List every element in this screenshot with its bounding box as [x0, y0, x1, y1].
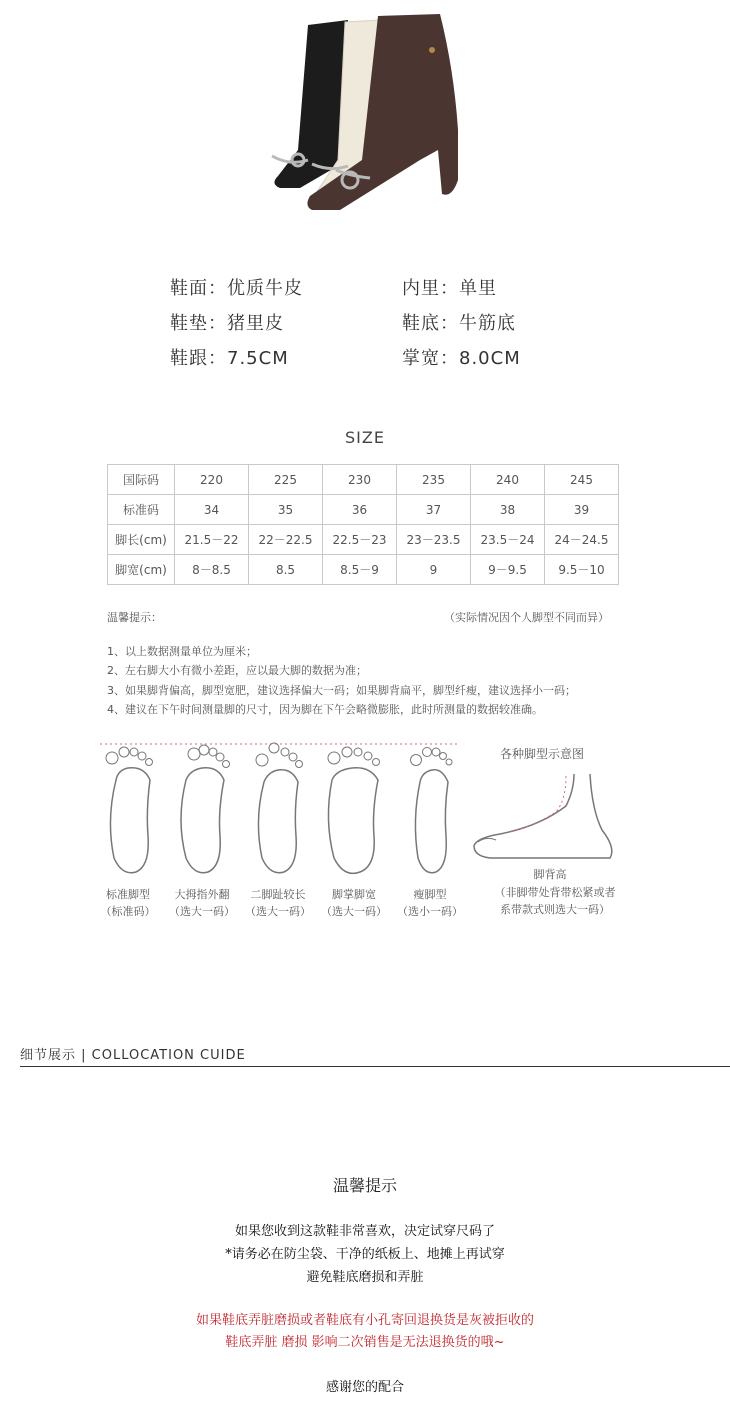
row-header: 脚宽(cm) [108, 555, 175, 585]
table-cell: 22.5－23 [323, 525, 397, 555]
table-row [108, 495, 619, 525]
tips-label: 温馨提示： [107, 611, 162, 624]
table-row [108, 555, 619, 585]
foot-caption-wide: 脚掌脚宽 （选大一码） [321, 888, 387, 918]
foot-standard-icon [98, 740, 158, 880]
notice-warning: 鞋底弄脏 磨损 影响二次销售是无法退换货的哦~ [225, 1335, 505, 1350]
foot-long-second-toe-icon [248, 740, 308, 880]
table-cell: 220 [175, 465, 249, 495]
tip-item: 3、如果脚背偏高，脚型宽肥，建议选择偏大一码；如果脚背扁平，脚型纤瘦，建议选择小一码； [107, 684, 576, 697]
table-row [108, 465, 619, 495]
notice-line: 避免鞋底磨损和弄脏 [306, 1270, 424, 1285]
table-cell: 225 [249, 465, 323, 495]
instep-advice: （非脚带处背带松紧或者 系带款式则选大一码） [494, 886, 616, 916]
table-cell: 38 [471, 495, 545, 525]
product-image [230, 10, 470, 220]
notice-line: *请务必在防尘袋、干净的纸板上、地摊上再试穿 [225, 1247, 505, 1262]
spec-insole: 鞋垫：猪里皮 [170, 313, 284, 334]
notice-thanks: 感谢您的配合 [325, 1380, 404, 1395]
table-cell: 8.5－9 [323, 555, 397, 585]
spec-heel: 鞋跟：7.5CM [170, 348, 289, 369]
table-cell: 245 [545, 465, 619, 495]
table-cell: 9－9.5 [471, 555, 545, 585]
row-header: 脚长(cm) [108, 525, 175, 555]
foot-caption-standard: 标准脚型 （标准码） [100, 888, 156, 918]
instep-diagram-icon [470, 770, 625, 865]
size-title: SIZE [345, 428, 385, 447]
section-divider [20, 1066, 730, 1067]
row-header: 标准码 [108, 495, 175, 525]
table-cell: 9.5－10 [545, 555, 619, 585]
foot-slim-icon [400, 740, 460, 880]
foot-bunion-icon [172, 740, 232, 880]
table-cell: 36 [323, 495, 397, 525]
table-cell: 8.5 [249, 555, 323, 585]
foot-caption-long-toe: 二脚趾较长 （选大一码） [245, 888, 311, 918]
row-header: 国际码 [108, 465, 175, 495]
zipper-pull [429, 47, 435, 53]
table-cell: 240 [471, 465, 545, 495]
tips-note: （实际情况因个人脚型不同而异） [444, 611, 609, 624]
section-header: 细节展示 | COLLOCATION CUIDE [20, 1048, 246, 1063]
spec-lining: 内里：单里 [402, 278, 497, 299]
tip-item: 2、左右脚大小有微小差距，应以最大脚的数据为准； [107, 664, 367, 677]
spec-outsole: 鞋底：牛筋底 [402, 313, 516, 334]
table-cell: 8－8.5 [175, 555, 249, 585]
table-cell: 23－23.5 [397, 525, 471, 555]
foot-caption-slim: 瘦脚型 （选小一码） [397, 888, 463, 918]
spec-upper: 鞋面：优质牛皮 [170, 278, 303, 299]
tip-item: 4、建议在下午时间测量脚的尺寸，因为脚在下午会略微膨胀，此时所测量的数据较准确。 [107, 703, 543, 716]
instep-name: 脚背高 [533, 868, 567, 881]
foot-wide-icon [322, 740, 382, 880]
spec-width: 掌宽：8.0CM [402, 348, 521, 369]
notice-warning: 如果鞋底弄脏磨损或者鞋底有小孔寄回退换货是灰被拒收的 [195, 1313, 534, 1328]
tip-item: 1、以上数据测量单位为厘米； [107, 645, 257, 658]
notice-line: 如果您收到这款鞋非常喜欢，决定试穿尺码了 [234, 1224, 495, 1239]
table-cell: 34 [175, 495, 249, 525]
table-cell: 23.5－24 [471, 525, 545, 555]
notice-title: 温馨提示 [332, 1176, 397, 1195]
table-cell: 24－24.5 [545, 525, 619, 555]
table-cell: 21.5－22 [175, 525, 249, 555]
table-row [108, 525, 619, 555]
table-cell: 22－22.5 [249, 525, 323, 555]
diagram-title: 各种脚型示意图 [500, 747, 585, 761]
table-cell: 39 [545, 495, 619, 525]
foot-caption-bunion: 大拇指外翻 （选大一码） [169, 888, 235, 918]
table-cell: 37 [397, 495, 471, 525]
size-table [107, 464, 619, 585]
table-cell: 35 [249, 495, 323, 525]
table-cell: 230 [323, 465, 397, 495]
table-cell: 235 [397, 465, 471, 495]
table-cell: 9 [397, 555, 471, 585]
